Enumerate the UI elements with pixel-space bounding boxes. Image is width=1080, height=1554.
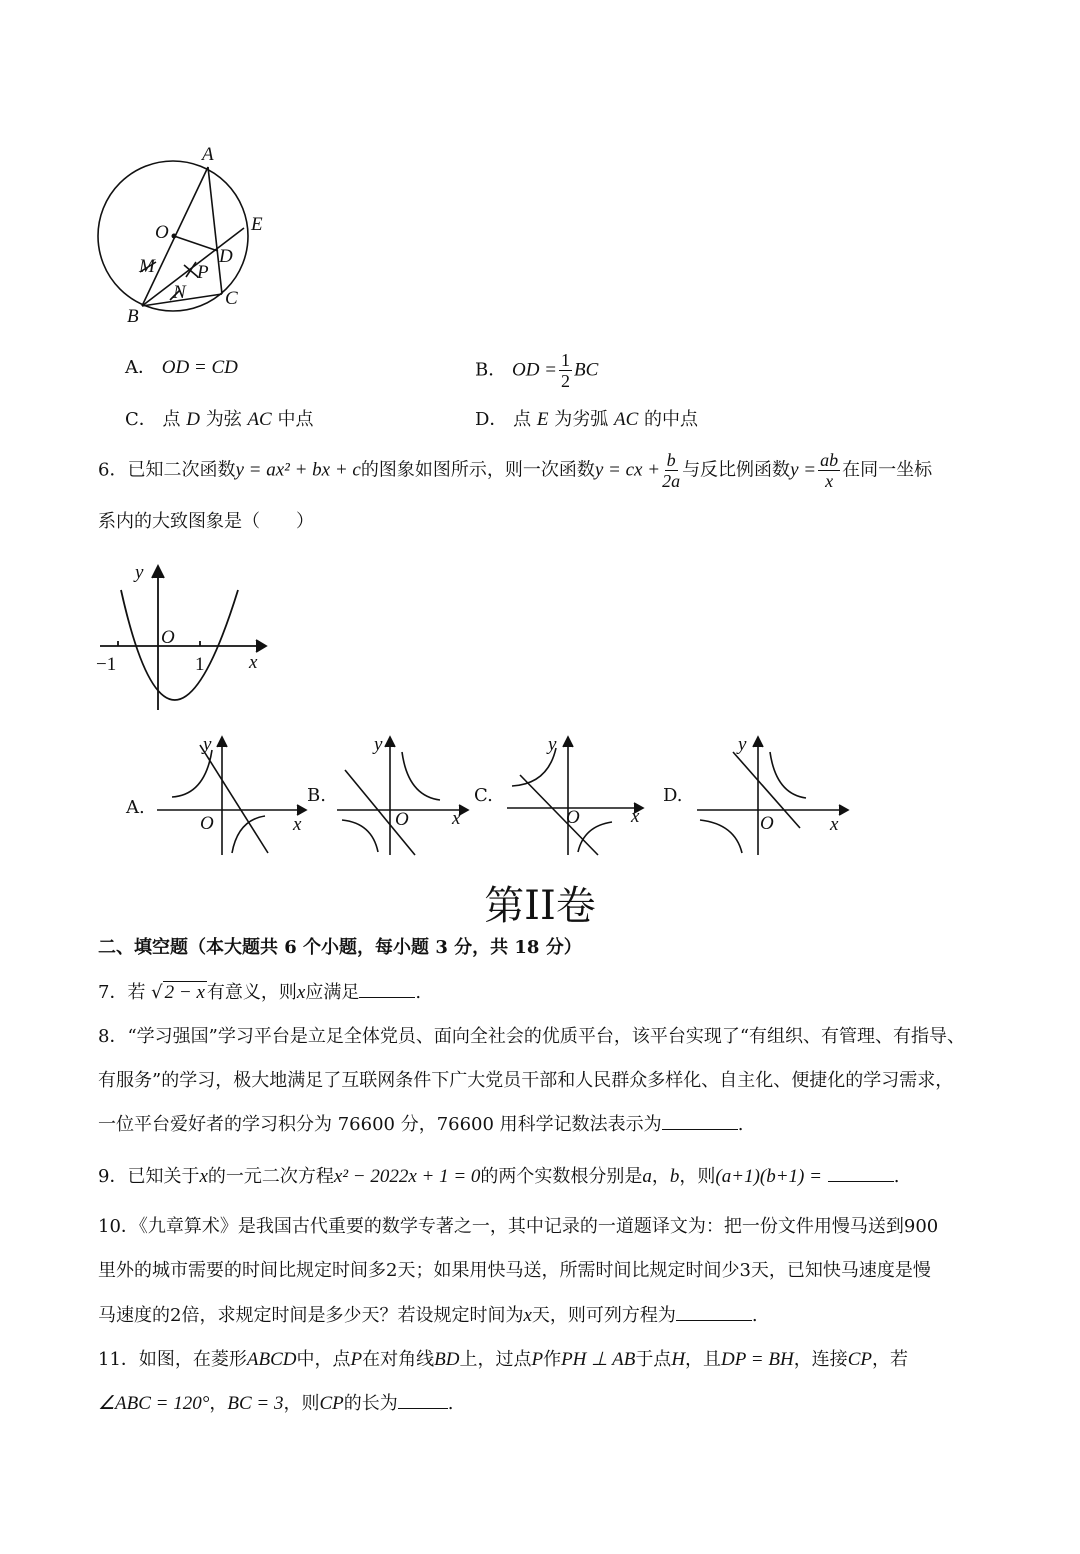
label-D: D	[219, 246, 233, 267]
axis-label-x: x	[249, 652, 258, 673]
svg-text:y: y	[548, 734, 557, 755]
label-E: E	[251, 214, 263, 235]
section-heading: 二、填空题（本大题共 6 个小题，每小题 3 分，共 18 分）	[98, 937, 582, 958]
option-b-graph	[337, 737, 468, 855]
q9-answer-blank[interactable]	[828, 1165, 894, 1182]
q10-line1: 10．《九章算术》是我国古代重要的数学专著之一，其中记录的一道题译文为：把一份文件用慢马送到900	[98, 1216, 939, 1237]
label-N: N	[173, 282, 186, 303]
svg-text:y: y	[374, 734, 383, 755]
option-a-label: A.	[126, 797, 145, 818]
svg-text:O: O	[395, 809, 409, 830]
option-a-graph	[157, 737, 306, 855]
part-title: 第II卷	[484, 883, 596, 929]
axis-label-y: y	[135, 562, 144, 583]
svg-text:x: x	[830, 814, 839, 835]
label-O: O	[155, 222, 169, 243]
label-P: P	[197, 262, 209, 283]
q5-option-c[interactable]: C． 点 D 为弦 AC 中点	[125, 409, 314, 430]
svg-text:x: x	[631, 806, 640, 827]
label-A: A	[202, 144, 214, 165]
svg-text:y: y	[203, 734, 212, 755]
q5-option-a[interactable]: A． OD = CD	[125, 357, 238, 378]
option-c-graph	[507, 737, 643, 855]
svg-text:x: x	[293, 814, 302, 835]
label-B: B	[127, 306, 139, 327]
q11-line2: ∠ABC = 120°，BC = 3，则CP的长为 .	[98, 1393, 454, 1414]
q8-line3: 一位平台爱好者的学习积分为 76600 分，76600 用科学记数法表示为 .	[98, 1114, 744, 1135]
q6-line1: 6．已知二次函数y = ax² + bx + c的图象如图所示，则一次函数y = cx + $\frac{b}{2a}$ 与反比例函数y = $\frac{ab}{x}$ 在同一坐标	[98, 450, 933, 491]
q11-line1: 11．如图，在菱形ABCD中，点P在对角线BD上，过点P作PH ⊥ AB于点H，且DP = BH，连接CP，若	[98, 1349, 908, 1370]
q8-answer-blank[interactable]	[662, 1113, 738, 1130]
q9: 9．已知关于x的一元二次方程x² − 2022x + 1 = 0的两个实数根分别是a，b，则(a+1)(b+1) = .	[98, 1166, 900, 1187]
q5-option-b[interactable]: B． OD = $\frac{1}{2}$ BC	[475, 350, 599, 391]
q7: 7．若 √ 2 − x 有意义，则x应满足 .	[98, 982, 422, 1003]
q8-line2: 有服务”的学习，极大地满足了互联网条件下广大党员干部和人民群众多样化、自主化、便捷化的学习需求，	[98, 1070, 954, 1091]
q10-answer-blank[interactable]	[676, 1304, 752, 1321]
tick-1: 1	[195, 654, 205, 675]
svg-text:y: y	[738, 734, 747, 755]
svg-text:O: O	[566, 807, 580, 828]
origin-label: O	[161, 627, 175, 648]
q10-line2: 里外的城市需要的时间比规定时间多2天；如果用快马送，所需时间比规定时间少3天，已知快马速度是慢	[98, 1260, 931, 1281]
svg-text:x: x	[452, 808, 461, 829]
q11-answer-blank[interactable]	[398, 1392, 448, 1409]
q10-line3: 马速度的2倍，求规定时间是多少天？若设规定时间为x天，则可列方程为 .	[98, 1305, 758, 1326]
svg-text:O: O	[200, 813, 214, 834]
label-C: C	[225, 288, 238, 309]
option-d-label: D.	[663, 785, 683, 806]
parabola-graph	[100, 566, 266, 710]
q5-option-d[interactable]: D． 点 E 为劣弧 AC 的中点	[475, 409, 698, 430]
tick-neg1: −1	[96, 654, 117, 675]
q6-line2: 系内的大致图象是（ ）	[98, 511, 314, 532]
q8-line1: 8．“学习强国”学习平台是立足全体党员、面向全社会的优质平台，该平台实现了“有组织、有管理、有指导、	[98, 1026, 966, 1047]
option-b-label: B.	[307, 785, 326, 806]
q7-answer-blank[interactable]	[359, 981, 415, 998]
svg-text:O: O	[760, 813, 774, 834]
label-M: M	[139, 256, 155, 277]
option-d-graph	[697, 737, 848, 855]
option-c-label: C.	[474, 785, 493, 806]
